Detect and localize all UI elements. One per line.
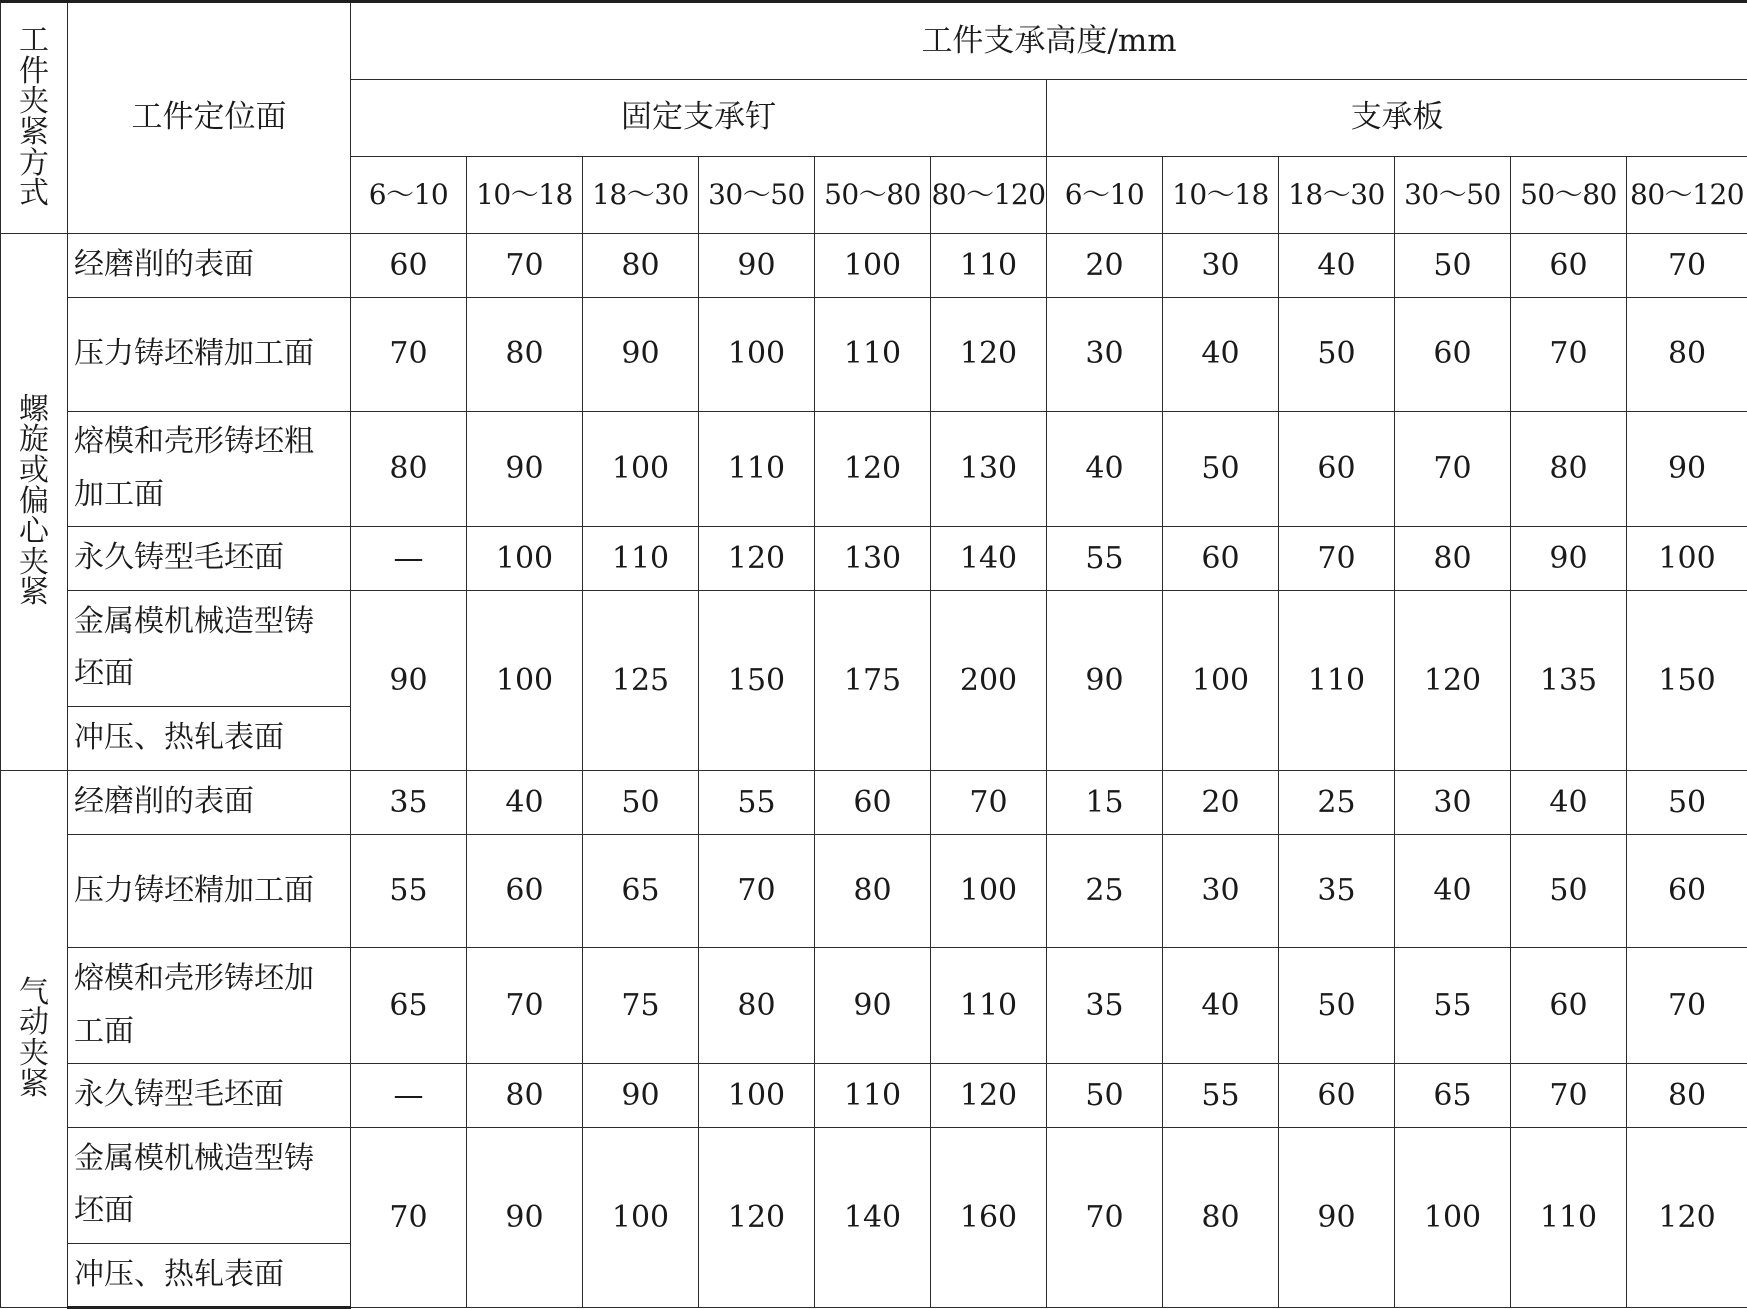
plate-value-cell: 50 bbox=[1627, 770, 1747, 834]
plate-value-cell: 70 bbox=[1395, 411, 1511, 526]
fixed-pin-value-cell: 100 bbox=[699, 298, 815, 411]
plate-value-cell: 80 bbox=[1627, 298, 1747, 411]
plate-value-cell: 80 bbox=[1511, 411, 1627, 526]
table-row bbox=[1, 411, 1747, 526]
pin-range-header: 80～120 bbox=[931, 156, 1047, 233]
plate-value-cell: 150 bbox=[1627, 591, 1747, 771]
fixed-pin-value-cell: 70 bbox=[351, 298, 467, 411]
fixed-pin-value-cell: 100 bbox=[583, 1128, 699, 1308]
plate-value-cell: 110 bbox=[1279, 591, 1395, 771]
table-row bbox=[1, 770, 1747, 834]
locating-surface-cell: 金属模机械造型铸坯面 bbox=[68, 591, 351, 706]
plate-value-cell: 30 bbox=[1395, 770, 1511, 834]
clamping-method-cell bbox=[1, 770, 68, 1307]
fixed-pin-value-cell: 100 bbox=[931, 835, 1047, 948]
fixed-pin-value-cell: 80 bbox=[467, 298, 583, 411]
locating-surface-cell: 熔模和壳形铸坯加工面 bbox=[68, 948, 351, 1063]
locating-surface-header: 工件定位面 bbox=[68, 2, 351, 234]
locating-surface-cell: 金属模机械造型铸坯面 bbox=[68, 1128, 351, 1243]
plate-value-cell: 55 bbox=[1163, 1063, 1279, 1127]
fixed-pin-value-cell: 100 bbox=[467, 526, 583, 590]
plate-value-cell: 80 bbox=[1163, 1128, 1279, 1308]
table-body bbox=[1, 2, 1747, 1308]
plate-value-cell: 60 bbox=[1395, 298, 1511, 411]
fixed-pin-value-cell: 110 bbox=[583, 526, 699, 590]
locating-surface-cell: 压力铸坯精加工面 bbox=[68, 298, 351, 411]
fixed-pin-value-cell: 175 bbox=[815, 591, 931, 771]
clamping-method-header-text: 工件夹紧方式 bbox=[19, 23, 49, 212]
plate-value-cell: 40 bbox=[1395, 835, 1511, 948]
plate-value-cell: 120 bbox=[1395, 591, 1511, 771]
fixed-pin-value-cell: — bbox=[351, 1063, 467, 1127]
plate-value-cell: 55 bbox=[1047, 526, 1163, 590]
fixed-pin-value-cell: 120 bbox=[931, 298, 1047, 411]
table-row bbox=[1, 591, 1747, 706]
fixed-pin-value-cell: 125 bbox=[583, 591, 699, 771]
plate-value-cell: 15 bbox=[1047, 770, 1163, 834]
fixed-pin-value-cell: 50 bbox=[583, 770, 699, 834]
plate-value-cell: 80 bbox=[1395, 526, 1511, 590]
header-row-1 bbox=[1, 2, 1747, 80]
fixed-pin-value-cell: 110 bbox=[815, 298, 931, 411]
fixed-pin-value-cell: 120 bbox=[815, 411, 931, 526]
fixed-pin-value-cell: 120 bbox=[931, 1063, 1047, 1127]
fixed-pin-value-cell: 90 bbox=[467, 411, 583, 526]
locating-surface-cell: 冲压、热轧表面 bbox=[68, 1243, 351, 1307]
fixed-pin-value-cell: 70 bbox=[931, 770, 1047, 834]
fixed-pin-value-cell: 100 bbox=[467, 591, 583, 771]
fixed-pin-value-cell: 150 bbox=[699, 591, 815, 771]
fixed-pin-value-cell: 40 bbox=[467, 770, 583, 834]
plate-value-cell: 80 bbox=[1627, 1063, 1747, 1127]
fixed-pin-value-cell: 110 bbox=[815, 1063, 931, 1127]
plate-value-cell: 60 bbox=[1511, 948, 1627, 1063]
plate-value-cell: 100 bbox=[1627, 526, 1747, 590]
plate-value-cell: 30 bbox=[1163, 835, 1279, 948]
fixed-pin-value-cell: 65 bbox=[351, 948, 467, 1063]
plate-group-header: 支承板 bbox=[1047, 80, 1747, 156]
plate-value-cell: 40 bbox=[1163, 948, 1279, 1063]
fixed-pin-value-cell: 60 bbox=[815, 770, 931, 834]
plate-range-header: 6～10 bbox=[1047, 156, 1163, 233]
fixed-pin-value-cell: 130 bbox=[931, 411, 1047, 526]
fixed-pin-value-cell: 70 bbox=[699, 835, 815, 948]
plate-value-cell: 40 bbox=[1047, 411, 1163, 526]
fixed-pin-value-cell: 80 bbox=[467, 1063, 583, 1127]
plate-value-cell: 65 bbox=[1395, 1063, 1511, 1127]
plate-value-cell: 25 bbox=[1279, 770, 1395, 834]
plate-value-cell: 100 bbox=[1395, 1128, 1511, 1308]
fixed-pin-value-cell: 90 bbox=[583, 1063, 699, 1127]
plate-value-cell: 50 bbox=[1279, 948, 1395, 1063]
fixed-pin-value-cell: 55 bbox=[699, 770, 815, 834]
plate-value-cell: 40 bbox=[1511, 770, 1627, 834]
plate-value-cell: 60 bbox=[1163, 526, 1279, 590]
plate-value-cell: 100 bbox=[1163, 591, 1279, 771]
plate-value-cell: 90 bbox=[1627, 411, 1747, 526]
table-row bbox=[1, 233, 1747, 297]
fixed-pin-value-cell: 35 bbox=[351, 770, 467, 834]
pin-range-header: 6～10 bbox=[351, 156, 467, 233]
plate-value-cell: 60 bbox=[1511, 233, 1627, 297]
plate-value-cell: 25 bbox=[1047, 835, 1163, 948]
plate-value-cell: 50 bbox=[1047, 1063, 1163, 1127]
fixed-pin-value-cell: 60 bbox=[467, 835, 583, 948]
fixed-pin-value-cell: 110 bbox=[931, 233, 1047, 297]
plate-value-cell: 60 bbox=[1279, 1063, 1395, 1127]
fixed-pin-value-cell: 110 bbox=[699, 411, 815, 526]
clamping-method-text: 气动夹紧 bbox=[19, 974, 49, 1102]
fixed-pin-value-cell: 130 bbox=[815, 526, 931, 590]
clamping-method-header bbox=[1, 2, 68, 234]
pin-range-header: 18～30 bbox=[583, 156, 699, 233]
fixed-pin-value-cell: 75 bbox=[583, 948, 699, 1063]
fixed-pin-value-cell: 70 bbox=[467, 233, 583, 297]
locating-surface-cell: 永久铸型毛坯面 bbox=[68, 1063, 351, 1127]
plate-value-cell: 50 bbox=[1511, 835, 1627, 948]
fixed-pin-value-cell: 80 bbox=[583, 233, 699, 297]
locating-surface-cell: 经磨削的表面 bbox=[68, 770, 351, 834]
pin-range-header: 30～50 bbox=[699, 156, 815, 233]
plate-value-cell: 60 bbox=[1279, 411, 1395, 526]
fixed-pin-value-cell: 140 bbox=[815, 1128, 931, 1308]
plate-value-cell: 90 bbox=[1511, 526, 1627, 590]
pin-range-header: 10～18 bbox=[467, 156, 583, 233]
support-height-header: 工件支承高度/mm bbox=[351, 2, 1747, 80]
fixed-pin-value-cell: 110 bbox=[931, 948, 1047, 1063]
fixed-pin-value-cell: 65 bbox=[583, 835, 699, 948]
plate-value-cell: 40 bbox=[1279, 233, 1395, 297]
table-row bbox=[1, 835, 1747, 948]
fixed-pin-value-cell: 70 bbox=[467, 948, 583, 1063]
pin-range-header: 50～80 bbox=[815, 156, 931, 233]
table-row bbox=[1, 526, 1747, 590]
plate-value-cell: 50 bbox=[1395, 233, 1511, 297]
clamping-method-cell bbox=[1, 233, 68, 770]
fixed-pin-group-header: 固定支承钉 bbox=[351, 80, 1047, 156]
plate-value-cell: 60 bbox=[1627, 835, 1747, 948]
fixed-pin-value-cell: 160 bbox=[931, 1128, 1047, 1308]
plate-range-header: 10～18 bbox=[1163, 156, 1279, 233]
plate-range-header: 50～80 bbox=[1511, 156, 1627, 233]
fixed-pin-value-cell: 90 bbox=[467, 1128, 583, 1308]
plate-value-cell: 70 bbox=[1627, 233, 1747, 297]
plate-value-cell: 40 bbox=[1163, 298, 1279, 411]
plate-value-cell: 35 bbox=[1047, 948, 1163, 1063]
plate-value-cell: 35 bbox=[1279, 835, 1395, 948]
locating-surface-cell: 熔模和壳形铸坯粗加工面 bbox=[68, 411, 351, 526]
fixed-pin-value-cell: 140 bbox=[931, 526, 1047, 590]
plate-range-header: 30～50 bbox=[1395, 156, 1511, 233]
plate-value-cell: 55 bbox=[1395, 948, 1511, 1063]
plate-range-header: 18～30 bbox=[1279, 156, 1395, 233]
fixed-pin-value-cell: 120 bbox=[699, 1128, 815, 1308]
fixed-pin-value-cell: 90 bbox=[815, 948, 931, 1063]
clamping-method-text: 螺旋或偏心夹紧 bbox=[19, 391, 49, 611]
fixed-pin-value-cell: 200 bbox=[931, 591, 1047, 771]
fixed-pin-value-cell: 100 bbox=[815, 233, 931, 297]
fixed-pin-value-cell: 100 bbox=[699, 1063, 815, 1127]
plate-value-cell: 70 bbox=[1511, 298, 1627, 411]
fixed-pin-value-cell: 90 bbox=[583, 298, 699, 411]
locating-surface-cell: 压力铸坯精加工面 bbox=[68, 835, 351, 948]
plate-value-cell: 20 bbox=[1047, 233, 1163, 297]
plate-value-cell: 70 bbox=[1047, 1128, 1163, 1308]
fixed-pin-value-cell: 80 bbox=[815, 835, 931, 948]
fixed-pin-value-cell: 70 bbox=[351, 1128, 467, 1308]
fixed-pin-value-cell: 90 bbox=[351, 591, 467, 771]
fixed-pin-value-cell: 55 bbox=[351, 835, 467, 948]
fixed-pin-value-cell: 120 bbox=[699, 526, 815, 590]
table-row bbox=[1, 298, 1747, 411]
fixed-pin-value-cell: 100 bbox=[583, 411, 699, 526]
fixed-pin-value-cell: 60 bbox=[351, 233, 467, 297]
plate-value-cell: 50 bbox=[1279, 298, 1395, 411]
locating-surface-cell: 冲压、热轧表面 bbox=[68, 706, 351, 770]
plate-value-cell: 50 bbox=[1163, 411, 1279, 526]
locating-surface-cell: 经磨削的表面 bbox=[68, 233, 351, 297]
plate-range-header: 80～120 bbox=[1627, 156, 1747, 233]
plate-value-cell: 90 bbox=[1279, 1128, 1395, 1308]
plate-value-cell: 20 bbox=[1163, 770, 1279, 834]
locating-surface-cell: 永久铸型毛坯面 bbox=[68, 526, 351, 590]
table-row bbox=[1, 1063, 1747, 1127]
plate-value-cell: 135 bbox=[1511, 591, 1627, 771]
table-row bbox=[1, 948, 1747, 1063]
plate-value-cell: 30 bbox=[1047, 298, 1163, 411]
plate-value-cell: 110 bbox=[1511, 1128, 1627, 1308]
plate-value-cell: 70 bbox=[1279, 526, 1395, 590]
plate-value-cell: 90 bbox=[1047, 591, 1163, 771]
fixed-pin-value-cell: 90 bbox=[699, 233, 815, 297]
plate-value-cell: 70 bbox=[1511, 1063, 1627, 1127]
plate-value-cell: 30 bbox=[1163, 233, 1279, 297]
fixed-pin-value-cell: — bbox=[351, 526, 467, 590]
plate-value-cell: 120 bbox=[1627, 1128, 1747, 1308]
table-row bbox=[1, 1128, 1747, 1243]
fixed-pin-value-cell: 80 bbox=[351, 411, 467, 526]
plate-value-cell: 70 bbox=[1627, 948, 1747, 1063]
fixed-pin-value-cell: 80 bbox=[699, 948, 815, 1063]
